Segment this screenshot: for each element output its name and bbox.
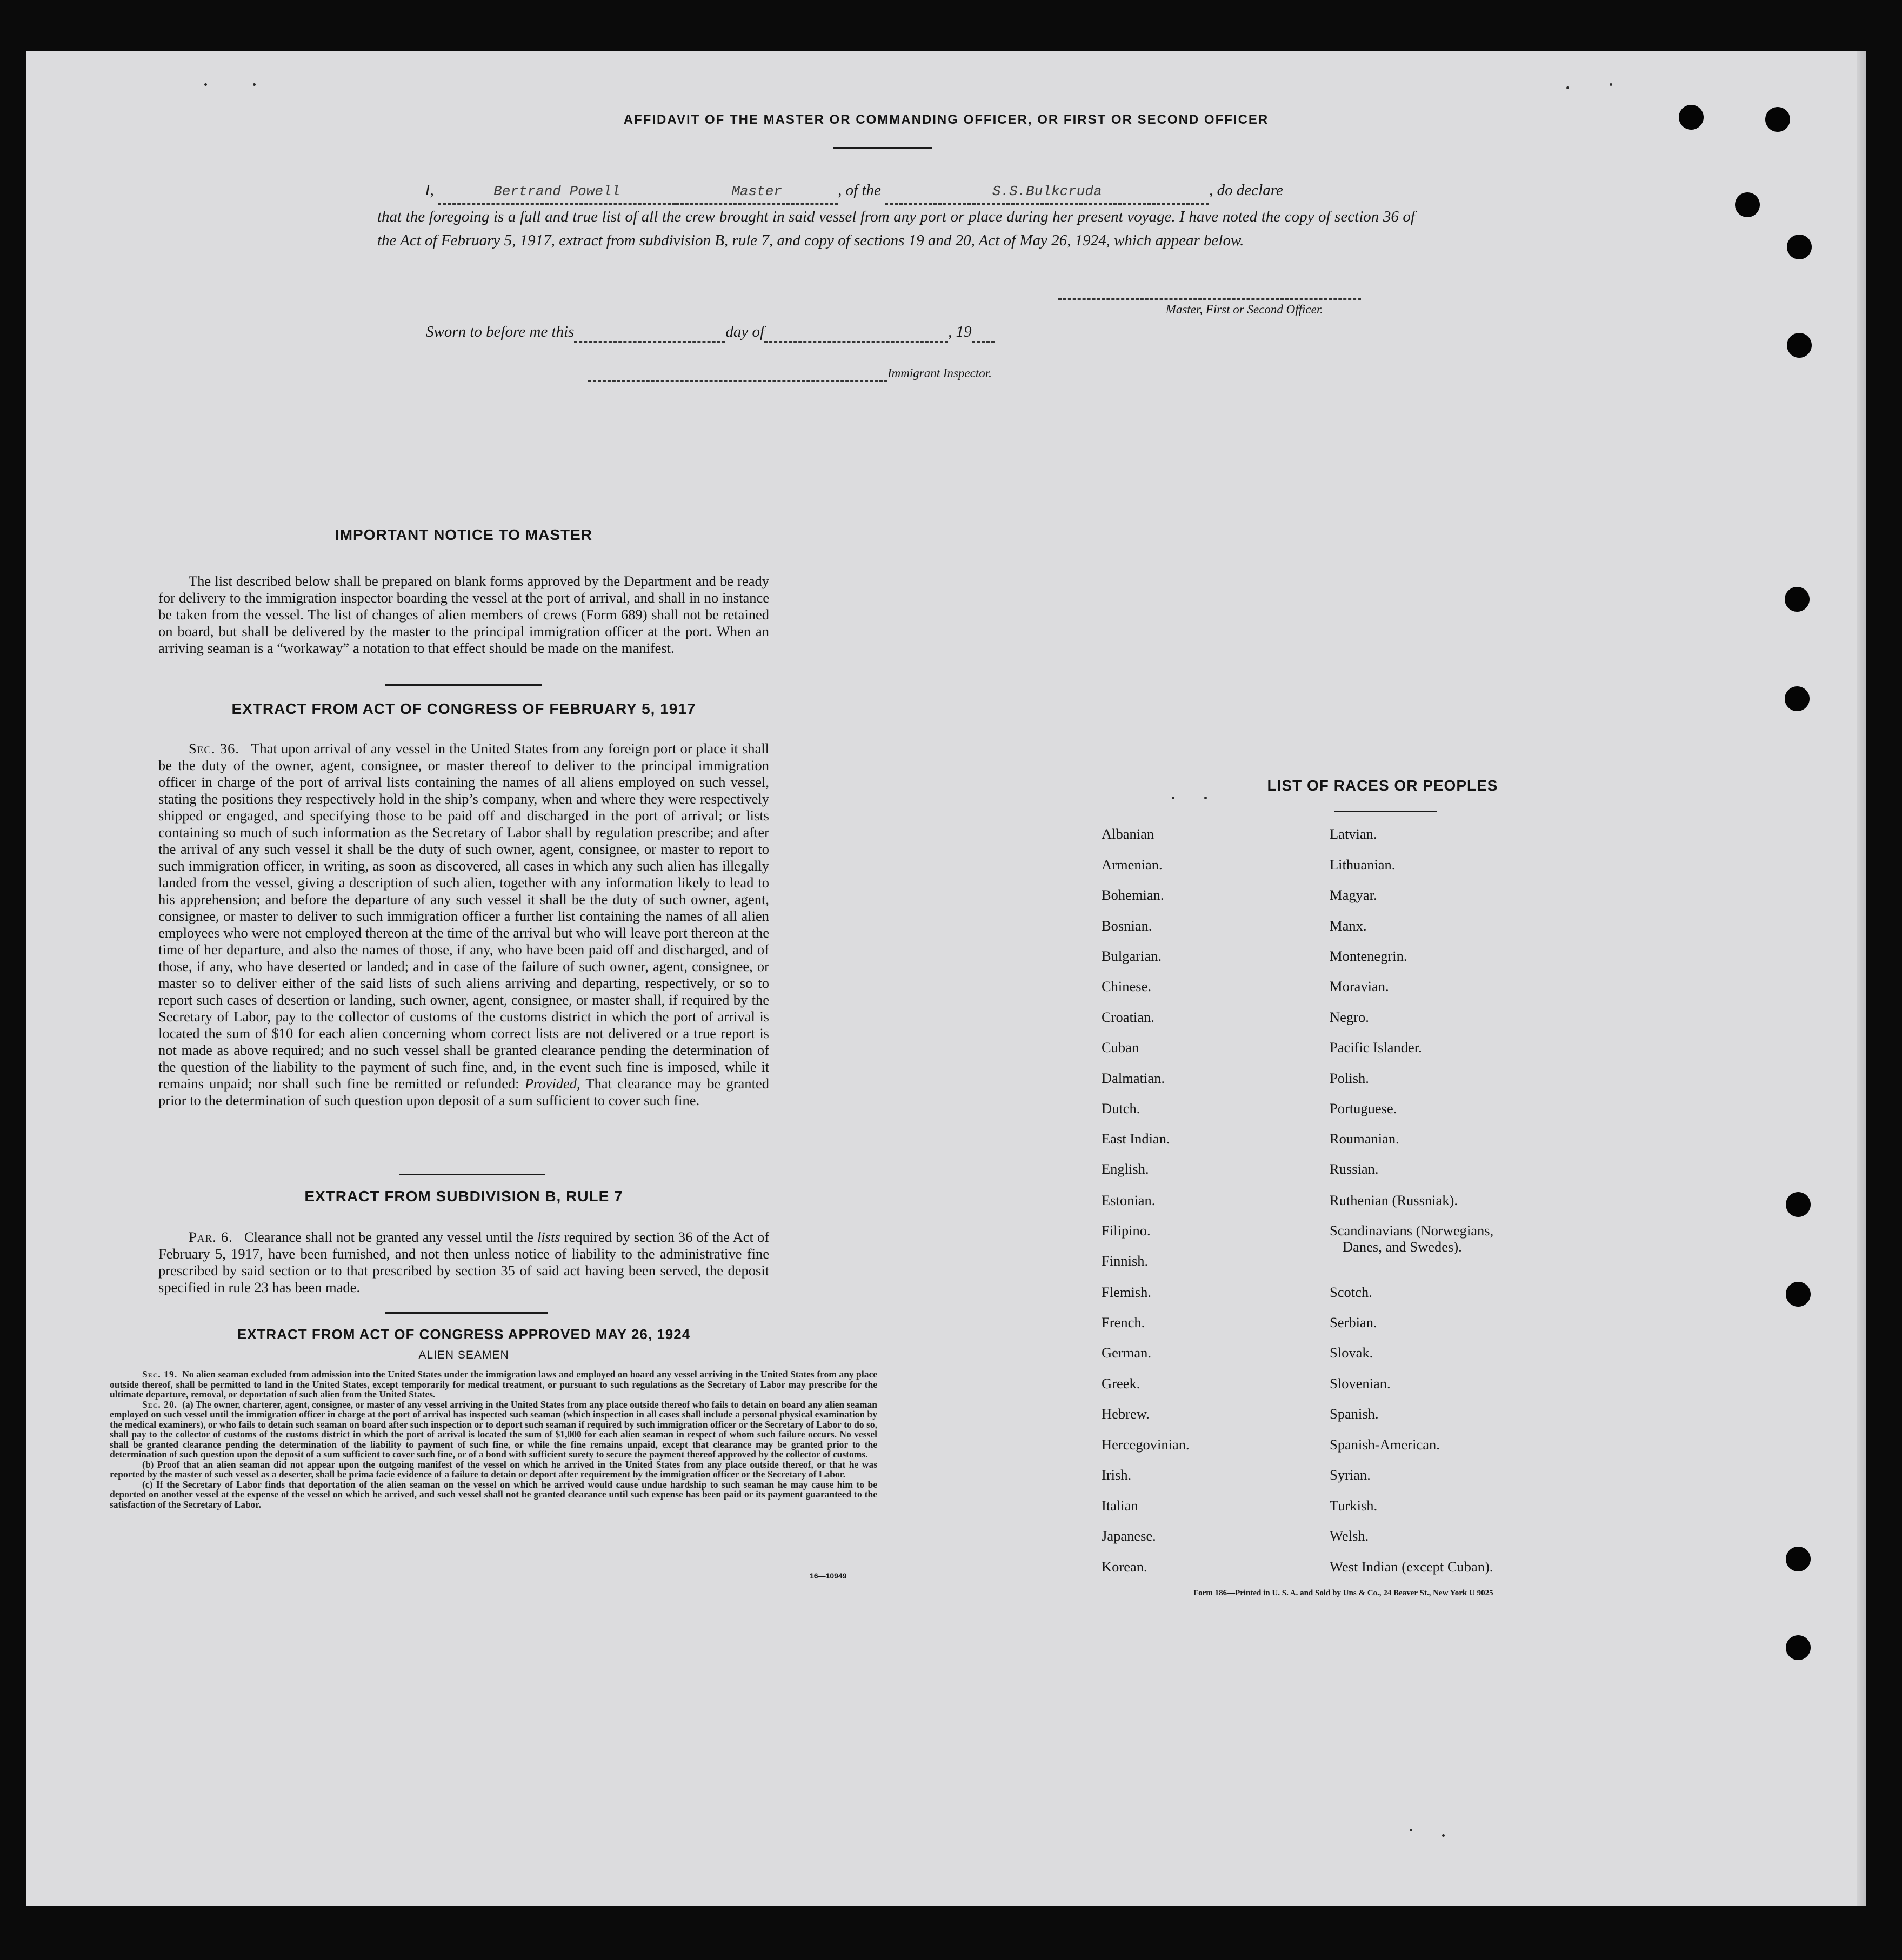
race-item: English. [1102,1161,1149,1177]
sec-19-label: Sec. 19. [142,1369,178,1380]
notice-text-block [158,573,769,657]
affidavit-title: AFFIDAVIT OF THE MASTER OR COMMANDING OFFICER, OR FIRST OR SECOND OFFICER [623,112,1269,127]
speck [1172,797,1174,799]
day-of-label: day of [725,323,765,340]
rank-field[interactable] [676,178,838,205]
race-item: Dalmatian. [1102,1070,1165,1086]
form-footer: Form 186—Printed in U. S. A. and Sold by Uns & Co., 24 Beaver St., New York U 9025 [1193,1589,1493,1597]
punch-hole [1786,1282,1811,1307]
extract-1924-block [110,1369,877,1509]
sworn-year-field[interactable] [972,323,995,343]
subdivision-b-block [158,1229,769,1296]
race-item: Lithuanian. [1330,857,1396,873]
race-item: Spanish-American. [1330,1436,1440,1453]
affidavit-block [377,178,1415,252]
name-value: Bertrand Powell [493,183,620,199]
speck [253,83,256,86]
alien-seamen-subheading: ALIEN SEAMEN [418,1349,509,1361]
sec-36-italic: Provided, [524,1075,580,1092]
race-item: Danes, and Swedes). [1343,1239,1462,1255]
master-signature-line[interactable] [1058,298,1361,300]
document-page [26,51,1866,1906]
sec-19-text [110,1369,877,1400]
speck [204,83,207,86]
sec-20a-text [110,1400,877,1460]
race-item: Polish. [1330,1070,1369,1086]
rank-value: Master [731,183,782,199]
race-item: Hebrew. [1102,1406,1150,1422]
subdivision-b-heading: EXTRACT FROM SUBDIVISION B, RULE 7 [304,1188,623,1205]
race-item: French. [1102,1314,1145,1330]
affidavit-first-line [377,178,1415,205]
punch-hole [1785,686,1810,711]
vessel-field[interactable] [885,178,1209,205]
race-item: Slovenian. [1330,1375,1391,1392]
notice-text: The list described below shall be prepared on blank forms approved by the Department and be ready for delivery to the immigration inspector boarding the vessel at the port of arrival, and shall in no instance be taken from the vessel. The list of changes of alien members of crews (Form 689) shall not be retained on board, but shall be delivered by the master to the principal immigration officer at the port. When an arriving seaman is a “workaway” a notation to that effect should be made on the manifest. [158,573,769,656]
race-item: Estonian. [1102,1192,1156,1208]
sec-20-label: Sec. 20. [142,1399,178,1410]
par-6-text-a: Clearance shall not be granted any vessel until the [244,1229,533,1245]
par-6-italic: lists [537,1229,560,1245]
extract-1917-text [158,740,769,1109]
race-item: Roumanian. [1330,1130,1399,1147]
section-rule [385,684,542,686]
race-item: Albanian [1102,826,1154,842]
race-item: Korean. [1102,1558,1147,1575]
races-rule [1334,811,1437,812]
race-item: Dutch. [1102,1100,1140,1116]
speck [1204,797,1207,799]
vessel-value: S.S.Bulkcruda [992,183,1102,199]
inspector-signature-field[interactable] [588,366,887,382]
title-rule [833,147,932,149]
race-item: Finnish. [1102,1253,1149,1269]
race-item: Bohemian. [1102,887,1164,903]
section-rule [399,1174,545,1175]
race-item: Bosnian. [1102,918,1152,934]
signature-caption: Master, First or Second Officer. [1165,303,1323,316]
speck [1566,86,1569,89]
speck [1410,1829,1412,1831]
race-item: Magyar. [1330,887,1377,903]
punch-hole [1785,587,1810,612]
race-item: Italian [1102,1497,1138,1514]
sec-36-text-b: That clearance may be granted prior to the determination of such question upon deposit of a sum sufficient to cover such fine. [158,1075,770,1108]
races-heading: LIST OF RACES OR PEOPLES [1267,777,1498,794]
race-item: Latvian. [1330,826,1377,842]
sec-20c-text: (c) If the Secretary of Labor finds that deportation of the alien seaman on the vessel on which he arrived would cause undue hardship to such seaman he may cause him to be deported on another vessel at the expense of the vessel on which he arrived, and such vessel shall not be granted clearance until such expense has been paid or its payment guaranteed to the satisfaction of the Secretary of Labor. [110,1479,877,1510]
race-item: Scandinavians (Norwegians, [1330,1222,1494,1239]
race-item: Armenian. [1102,857,1163,873]
par-6-text-b: required by section 36 of the Act of February 5, 1917, have been furnished, and not then unless notice of liability to the administrative fine prescribed by said section or to that prescribed by section 35 of said act having been served, the deposit specified in rule 23 has been made. [158,1229,770,1295]
notice-heading: IMPORTANT NOTICE TO MASTER [335,526,593,543]
race-item: Manx. [1330,918,1367,934]
par-6-label: Par. 6. [189,1229,233,1245]
speck [1610,83,1612,86]
race-item: Filipino. [1102,1222,1151,1239]
print-code: 16—10949 [810,1571,847,1580]
speck [1442,1834,1445,1837]
punch-hole [1787,235,1812,259]
race-item: Irish. [1102,1467,1132,1483]
races-left-column [1102,826,1318,1625]
race-item: East Indian. [1102,1130,1170,1147]
sworn-day-field[interactable] [574,323,725,343]
race-item: Montenegrin. [1330,948,1407,964]
name-field[interactable] [438,178,676,205]
race-item: Welsh. [1330,1528,1369,1544]
extract-1917-heading: EXTRACT FROM ACT OF CONGRESS OF FEBRUARY 5, 1917 [231,700,696,717]
race-item: Negro. [1330,1009,1369,1025]
race-item: Pacific Islander. [1330,1039,1422,1055]
race-item: Flemish. [1102,1284,1152,1300]
race-item: Greek. [1102,1375,1140,1392]
race-item: Hercegovinian. [1102,1436,1190,1453]
sec-36-label: Sec. 36. [189,740,239,757]
race-item: West Indian (except Cuban). [1330,1558,1493,1575]
races-right-column [1330,826,1632,1625]
race-item: Chinese. [1102,978,1151,994]
punch-hole [1787,333,1812,358]
sec-19-body: No alien seaman excluded from admission into the United States under the immigration laws and employed on board any vessel arriving in the United States from any place outside thereof, shall be permitted to land in the United States, except temporarily for medical treatment, or pursuant to such regulations as the Secretary of Labor may prescribe for the ultimate departure, removal, or deportation of such alien from the United States. [110,1369,877,1400]
subdivision-b-text [158,1229,769,1296]
race-item: Spanish. [1330,1406,1379,1422]
punch-hole [1735,192,1760,217]
race-item: Bulgarian. [1102,948,1162,964]
race-item: Ruthenian (Russniak). [1330,1192,1458,1208]
race-item: Slovak. [1330,1344,1373,1361]
i-label: I, [425,182,434,199]
punch-hole [1786,1635,1811,1660]
affidavit-body: that the foregoing is a full and true list of all the crew brought in said vessel from any port or place during her present voyage. I have noted the copy of section 36 of the Act of February 5, 1917, extract from subdivision B, rule 7, and copy of sections 19 and 20, Act of May 26, 1924, which appear below. [377,208,1415,249]
sworn-label: Sworn to before me this [426,323,575,340]
race-item: Moravian. [1330,978,1389,994]
race-item: Scotch. [1330,1284,1372,1300]
race-item: Syrian. [1330,1467,1371,1483]
race-item: Croatian. [1102,1009,1154,1025]
race-item: Serbian. [1330,1314,1377,1330]
race-item: Turkish. [1330,1497,1378,1514]
race-item: Cuban [1102,1039,1139,1055]
inspector-line [588,366,992,382]
of-the-label: , of the [838,182,881,199]
section-rule [385,1312,548,1314]
race-item: Russian. [1330,1161,1379,1177]
do-declare-label: , do declare [1209,182,1283,199]
race-item: Portuguese. [1330,1100,1397,1116]
sworn-line [426,323,995,343]
extract-1924-heading: EXTRACT FROM ACT OF CONGRESS APPROVED MAY 26, 1924 [237,1326,691,1342]
year-label: , 19 [948,323,972,340]
page-edge [1857,51,1866,1906]
punch-hole [1786,1547,1811,1571]
sec-36-text-a: That upon arrival of any vessel in the United States from any foreign port or place it shall be the duty of the owner, agent, consignee, or master thereof to deliver to the principal immigration officer in charge of the port of arrival lists containing the names of all aliens employed on such vessel, stating the positions they respectively hold in the ship’s company, when and where they were respectively shipped or engaged, and specifying those to be paid off and discharged in the port of arrival; or lists containing so much of such information as the Secretary of Labor shall by regulation prescribe; and after the arrival of any such vessel it shall be the duty of such owner, agent, consignee, or master to report to such immigration officer, in writing, as soon as discovered, all cases in which any such alien has illegally landed from the vessel, giving a description of such alien, together with any information likely to lead to his apprehension; and before the departure of any such vessel it shall be the duty of such owner, agent, consignee, or master to deliver to such immigration officer a further list containing the names of all alien employees who were not employed thereon at the time of the arrival but who will leave port thereon at the time of her departure, and also the names of those, if any, who have been paid off and discharged, and of those, if any, who have deserted or landed; and in case of the failure of such owner, agent, consignee, or master so to deliver either of the said lists of such aliens arriving and departing, respectively, or so to report such cases of desertion or landing, such owner, agent, consignee, or master shall, if required by the Secretary of Labor, pay to the collector of customs of the customs district in which the port of arrival is located the sum of $10 for each alien concerning whom correct lists are not delivered or a true report is not made as above required; and no such vessel shall be granted clearance pending the determination of the question of the liability to the payment of such fine, and, in the event such fine is imposed, while it remains unpaid; nor shall such fine be remitted or refunded: [158,740,769,1092]
race-item: German. [1102,1344,1151,1361]
sec-20b-text: (b) Proof that an alien seaman did not appear upon the outgoing manifest of the vessel on which he arrived in the United States from any place outside thereof, or that he was reported by the master of such vessel as a deserter, shall be prima facie evidence of a failure to detain or deport after requirement by the immigration officer or the Secretary of Labor. [110,1459,877,1480]
extract-1917-block [158,740,769,1109]
race-item: Japanese. [1102,1528,1156,1544]
sworn-month-field[interactable] [764,323,948,343]
punch-hole [1786,1192,1811,1217]
sec-20a-body: (a) The owner, charterer, agent, consignee, or master of any vessel arriving in the United States from any place outside thereof who fails to detain on board any alien seaman employed on such vessel until the immigration officer in charge at the port of arrival has inspected such seaman (which inspection in all cases shall include a personal physical examination by the medical examiners), or who fails to detain such seaman on board after such inspection or to deport such seaman if required by such immigration officer or the Secretary of Labor to do so, shall pay to the collector of customs of the customs district in which the port of arrival is located the sum of $1,000 for each alien seaman in respect of whom such failure occurs. No vessel shall be granted clearance pending the determination of the liability to payment of such fine, or while the fine remains unpaid, except that clearance may be granted prior to the determination of such question upon the deposit of a sum sufficient to cover such fine, or of a bond with sufficient surety to secure the payment thereof approved by the collector of customs. [110,1399,878,1460]
inspector-caption: Immigrant Inspector. [887,366,992,380]
